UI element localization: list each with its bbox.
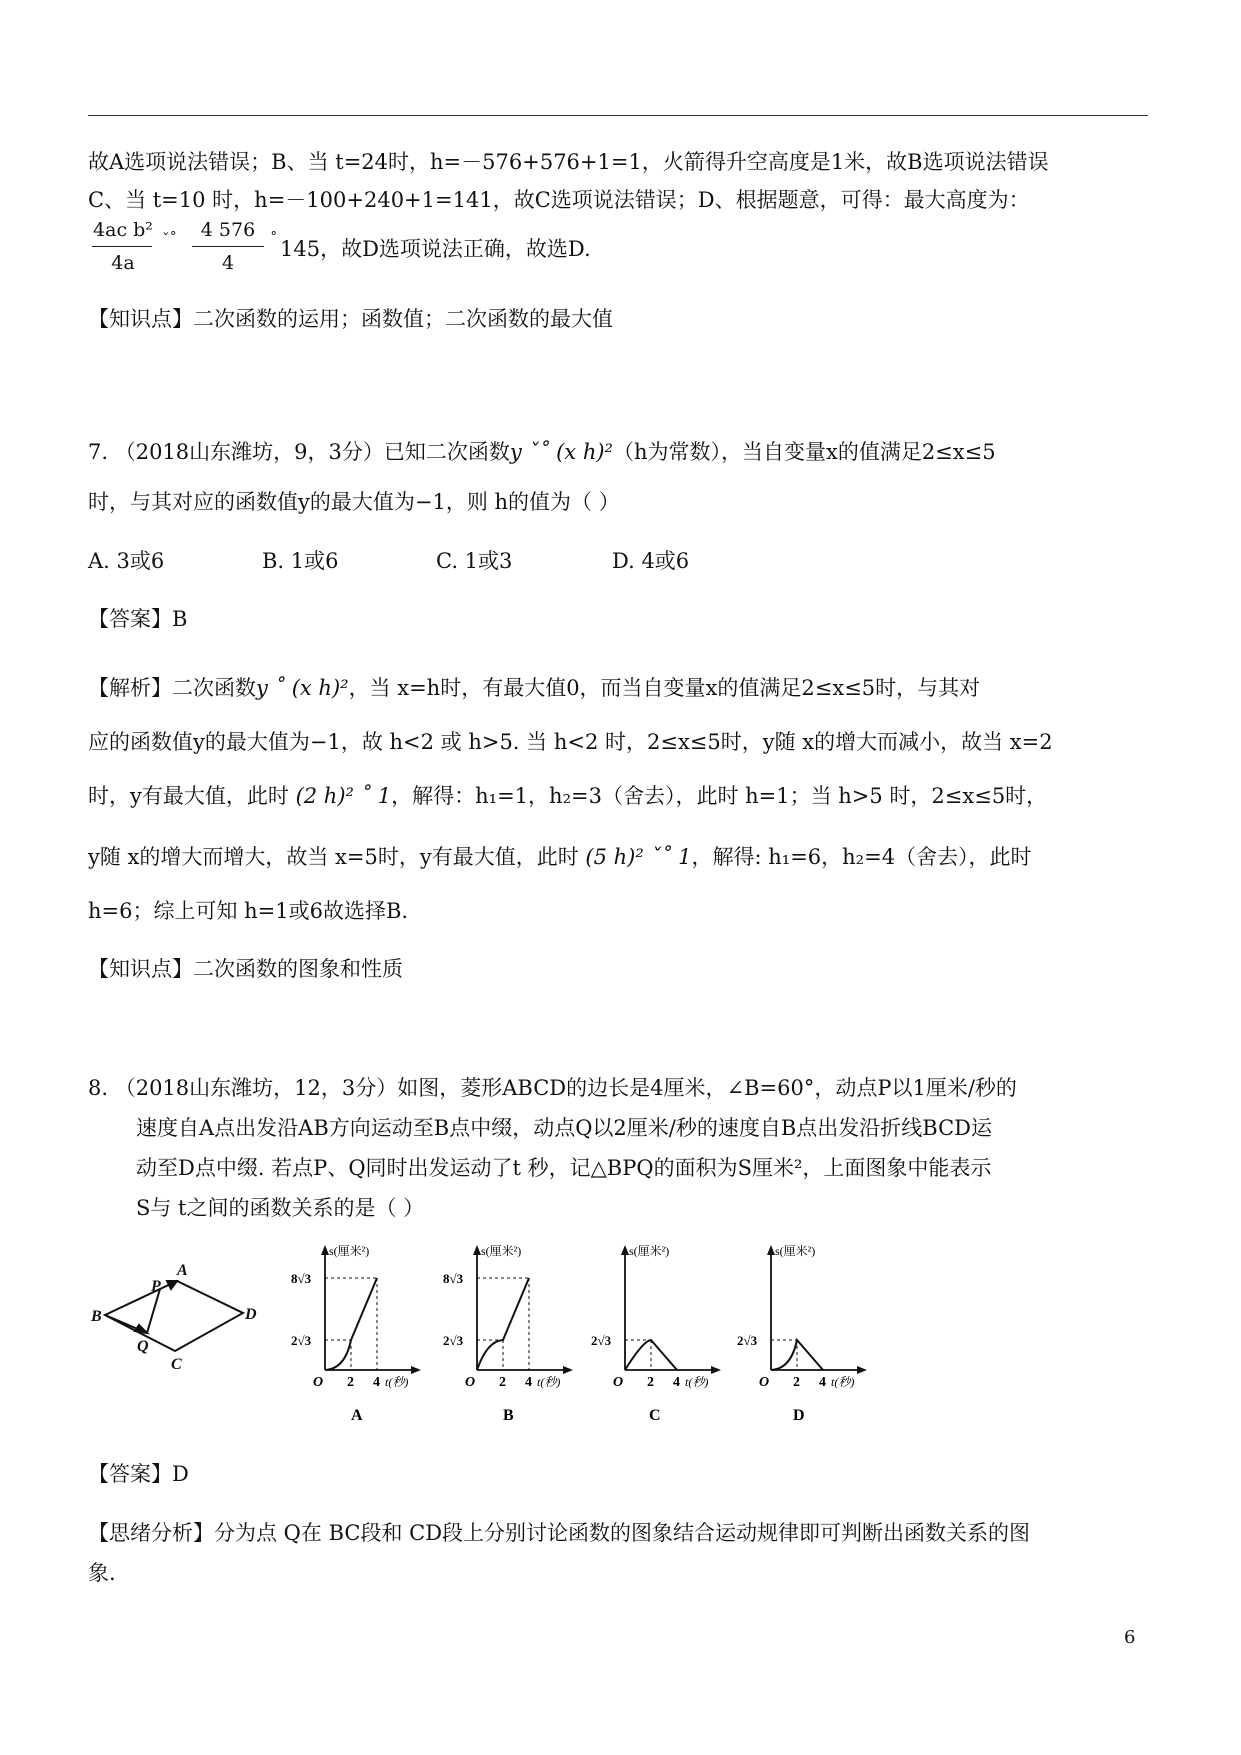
- prev-solution-line-1: 故A选项说法错误；B、当 t=24时，h=－576+576+1=1，火箭得升空高度是1米，故B选项说法错误: [88, 150, 1049, 174]
- q7-analysis-suffix: ，当 x=h时，有最大值0，而当自变量x的值满足2≤x≤5时，与其对: [348, 676, 981, 700]
- graph-c-y-mid: 2√3: [591, 1333, 612, 1348]
- q8-stem-line-4: S与 t之间的函数关系的是（ ）: [136, 1196, 425, 1220]
- graph-c-tick-4: 4: [673, 1375, 680, 1390]
- q8-thinking-line-2: 象.: [88, 1561, 116, 1585]
- formula-symbol-2: ˚: [270, 230, 278, 248]
- label-p: P: [151, 1278, 161, 1295]
- graph-c-origin: O: [613, 1375, 624, 1390]
- graph-c-xlabel: t(秒): [685, 1375, 709, 1389]
- graph-d-xlabel: t(秒): [831, 1375, 855, 1389]
- graph-c-tick-2: 2: [647, 1375, 654, 1390]
- graph-b-tick-2: 2: [499, 1375, 506, 1390]
- prev-knowledge-point: 【知识点】二次函数的运用；函数值；二次函数的最大值: [88, 307, 613, 331]
- graph-d-tick-4: 4: [819, 1375, 826, 1390]
- q7-option-b: B. 1或6: [262, 549, 339, 573]
- label-a: A: [177, 1262, 188, 1279]
- graph-a-tick-2: 2: [347, 1375, 354, 1390]
- graph-a-xlabel: t(秒): [385, 1375, 409, 1389]
- arrow-at-a: [167, 1281, 177, 1289]
- graph-b-origin: O: [465, 1375, 476, 1390]
- fraction-2-numerator: 4 576: [200, 219, 256, 241]
- q8-stem-line-3: 动至D点中缀. 若点P、Q同时出发运动了t 秒，记△BPQ的面积为S厘米²，上面图象中能表示: [136, 1156, 992, 1180]
- q7-option-c: C. 1或3: [436, 549, 513, 573]
- graph-b-tick-4: 4: [525, 1375, 532, 1390]
- graph-d: [737, 1243, 867, 1424]
- graph-d-tick-2: 2: [793, 1375, 800, 1390]
- fraction-1-numerator: 4ac b²: [93, 219, 153, 241]
- page-number: 6: [1124, 1627, 1136, 1648]
- graph-c-option-label: C: [649, 1407, 661, 1424]
- fraction-2-denominator: 4: [221, 252, 235, 274]
- label-d: D: [245, 1306, 257, 1323]
- q7-option-a: A. 3或6: [88, 549, 165, 573]
- segment-pq: [147, 1289, 160, 1333]
- graph-c-ylabel: s(厘米²): [629, 1244, 670, 1258]
- graph-b-y-mid: 2√3: [443, 1333, 464, 1348]
- q7-analysis-3-formula: (2 h)² ˚ 1: [295, 784, 392, 808]
- q8-stem-line-2: 速度自A点出发沿AB方向运动至B点中缀，动点Q以2厘米/秒的速度自B点出发沿折线BCD运: [136, 1116, 993, 1140]
- prev-solution-line-2: C、当 t=10 时，h=－100+240+1=141，故C选项说法错误；D、根据题意，可得：最大高度为：: [88, 188, 1030, 212]
- fraction-1-denominator: 4a: [111, 252, 135, 274]
- q7-analysis-line-4: [88, 841, 1032, 871]
- label-b: B: [91, 1308, 102, 1325]
- graph-d-y-mid: 2√3: [737, 1333, 758, 1348]
- q7-answer: 【答案】B: [88, 607, 188, 631]
- graph-d-origin: O: [759, 1375, 770, 1390]
- rhombus-abcd: [105, 1281, 243, 1351]
- graph-a-ylabel: s(厘米²): [329, 1244, 370, 1258]
- q7-stem-line-1: [88, 436, 996, 466]
- header-rule: [88, 115, 1148, 116]
- graph-a: [291, 1243, 421, 1424]
- formula-symbol-1: ˇ˚: [162, 230, 177, 248]
- label-c: C: [171, 1356, 182, 1373]
- q7-analysis-4-formula: (5 h)² ˇ˚ 1: [585, 845, 692, 869]
- arrow-at-q: [135, 1325, 147, 1333]
- q7-stem-suffix: （h为常数），当自变量x的值满足2≤x≤5: [612, 440, 996, 464]
- fraction-1-bar: [92, 246, 152, 247]
- prev-solution-tail: 145，故D选项说法正确，故选D.: [280, 237, 591, 261]
- graph-b-xlabel: t(秒): [537, 1375, 561, 1389]
- q7-analysis-4-prefix: y随 x的增大而增大，故当 x=5时，y有最大值，此时: [88, 845, 579, 869]
- q8-figure: [91, 1244, 875, 1425]
- q7-analysis-line-1: [88, 672, 980, 702]
- graph-a-tick-4: 4: [373, 1375, 380, 1390]
- q7-analysis-line-5: h=6；综上可知 h=1或6故选择B.: [88, 899, 409, 923]
- q7-stem-line-2: 时，与其对应的函数值y的最大值为−1，则 h的值为（ ）: [88, 490, 620, 514]
- q8-stem-line-1: 8. （2018山东潍坊，12，3分）如图，菱形ABCD的边长是4厘米，∠B=60°，动点P以1厘米/秒的: [88, 1076, 1017, 1100]
- graph-a-y-high: 8√3: [291, 1271, 312, 1286]
- graph-b-option-label: B: [503, 1407, 514, 1424]
- q7-analysis-4-suffix: ，解得: h₁=6，h₂=4（舍去），此时: [691, 845, 1032, 869]
- graph-d-ylabel: s(厘米²): [775, 1244, 816, 1258]
- graph-a-origin: O: [313, 1375, 324, 1390]
- fraction-2-bar: [192, 246, 264, 247]
- q7-analysis-3-prefix: 时，y有最大值，此时: [88, 784, 289, 808]
- q8-answer: 【答案】D: [88, 1462, 189, 1486]
- q7-analysis-formula: y ˚ (x h)²: [256, 676, 349, 700]
- q7-analysis-prefix: 【解析】二次函数: [88, 676, 256, 700]
- q7-knowledge-point: 【知识点】二次函数的图象和性质: [88, 957, 403, 981]
- q7-stem-prefix: 7. （2018山东潍坊，9，3分）已知二次函数: [88, 440, 510, 464]
- graph-b-ylabel: s(厘米²): [481, 1244, 522, 1258]
- label-q: Q: [137, 1338, 149, 1355]
- graph-a-y-mid: 2√3: [291, 1333, 312, 1348]
- rhombus-diagram: [90, 1262, 257, 1373]
- graph-d-option-label: D: [793, 1407, 805, 1424]
- q7-analysis-3-suffix: ，解得：h₁=1，h₂=3（舍去），此时 h=1；当 h>5 时，2≤x≤5时，: [391, 784, 1048, 808]
- graph-c: [591, 1243, 721, 1424]
- q7-option-d: D. 4或6: [612, 549, 690, 573]
- graph-a-option-label: A: [351, 1407, 363, 1424]
- graph-b: [443, 1243, 573, 1424]
- q8-thinking-line-1: 【思绪分析】分为点 Q在 BC段和 CD段上分别讨论函数的图象结合运动规律即可判断出函数关系的图: [88, 1521, 1031, 1545]
- q7-analysis-line-3: [88, 780, 1047, 810]
- graph-b-y-high: 8√3: [443, 1271, 464, 1286]
- q7-function-formula: y ˇ˚ (x h)²: [509, 440, 613, 464]
- q7-analysis-line-2: 应的函数值y的最大值为−1，故 h<2 或 h>5. 当 h<2 时，2≤x≤5时，y随 x的增大而减小，故当 x=2: [88, 730, 1053, 754]
